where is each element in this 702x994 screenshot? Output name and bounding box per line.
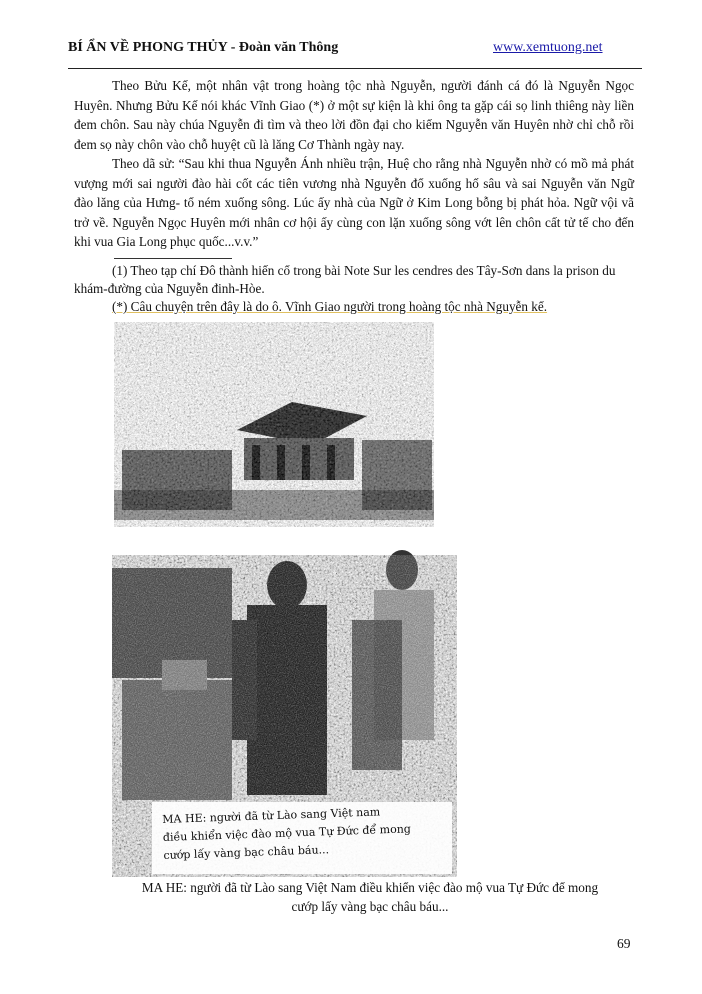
page-number: 69	[617, 936, 631, 951]
footnotes	[74, 262, 634, 316]
body-paragraph-2: Theo dã sử: “Sau khi thua Nguyễn Ánh nhiều trận, Huệ cho rằng nhà Nguyễn nhờ có mồ mả phát vượng mới sai người đào hài cốt các tiên vương nhà Nguyễn đổ xuống hố sâu và sai Nguyễn văn Ngữ đào lăng của Hưng- tổ ném xuống sông. Lúc ấy nhà của Ngữ ở Kim Long bỗng bị phát hỏa. Ngữ vội vã trở về. Nguyễn Ngọc Huyên mới nhân cơ hội ấy cùng con lặn xuống sông vớt lên chôn cất tử tế cho đến khi vua Gia Long phục quốc...v.v.”	[74, 156, 634, 249]
header-divider	[68, 68, 642, 69]
footnote-2-text: (*) Câu chuyện trên đây là do ô. Vĩnh Giao người trong hoàng tộc nhà Nguyễn kể.	[112, 299, 548, 314]
header-url-link[interactable]: www.xemtuong.net	[493, 40, 603, 55]
photo-caption-line-3: cướp lấy vàng bạc châu báu...	[163, 843, 330, 862]
body-paragraph-1: Theo Bửu Kế, một nhân vật trong hoàng tộc nhà Nguyễn, người đánh cá đó là Nguyễn Ngọc Huyên. Nhưng Bửu Kế nói khác Vĩnh Giao (*) ở một sự kiện là khi ông ta gặp cái sọ linh thiêng này liền đem chôn. Sau này chúa Nguyễn đi tìm và theo lời đồn đại cho kiếm Nguyễn văn Huyên nhờ chỉ chỗ rồi đem sọ này chôn vào chỗ huyệt cũ là lăng Cơ Thành ngày nay.	[74, 78, 634, 152]
footnote-2	[74, 298, 634, 316]
footnote-1: (1) Theo tạp chí Đô thành hiến cổ trong bài Note Sur les cendres des Tây-Sơn dans la prison du khám-đường của Nguyễn đinh-Hòe.	[74, 263, 616, 296]
body-text	[74, 76, 634, 252]
photo-embedded-caption	[162, 802, 434, 865]
historical-photo	[112, 320, 460, 877]
figure-caption-line-2: cướp lấy vàng bạc châu báu...	[291, 899, 449, 914]
figure-caption-line-1: MA HE: người đã từ Lào sang Việt Nam điều khiển việc đào mộ vua Tự Đức để mong	[141, 880, 599, 895]
footnote-divider	[114, 258, 232, 259]
photo-caption-line-2: điều khiển việc đào mộ vua Tự Đức để mong	[162, 822, 412, 844]
photo-caption-line-1: MA HE: người đã từ Lào sang Việt nam	[162, 805, 381, 826]
upper-photo-temple	[114, 322, 434, 527]
header-title: BÍ ẨN VỀ PHONG THỦY - Đoàn văn Thông	[68, 40, 339, 55]
photo-image	[112, 320, 460, 877]
figure-caption	[100, 878, 640, 916]
